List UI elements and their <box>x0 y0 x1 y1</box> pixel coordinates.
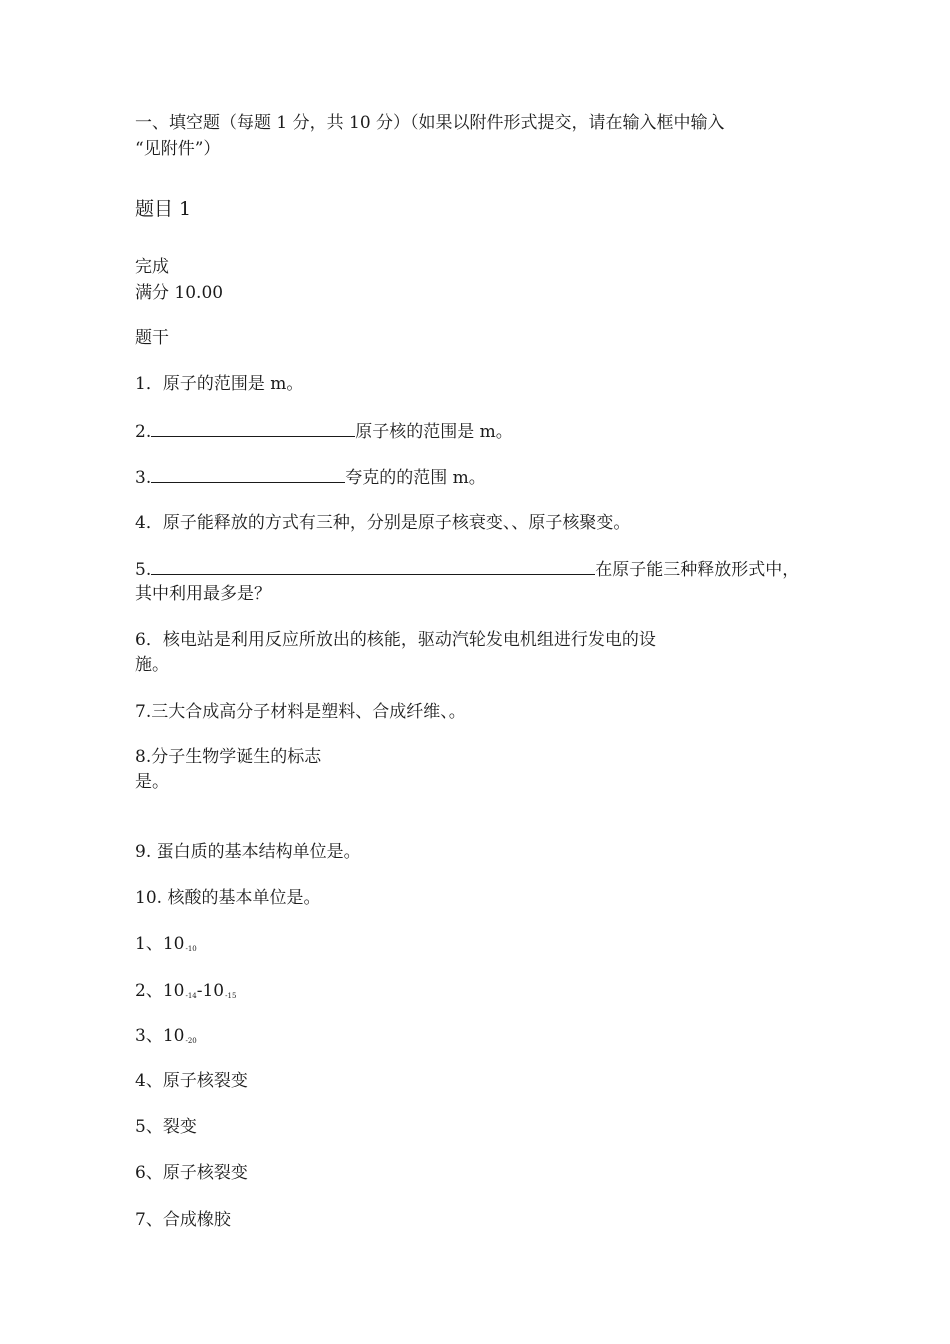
question-status: 完成 <box>135 257 169 277</box>
item-3 <box>135 465 486 490</box>
answer-3-base: 3、10 <box>135 1026 185 1046</box>
answer-2-exponent-2: -15 <box>225 992 237 1000</box>
item-8-line2: 是。 <box>135 772 169 792</box>
answer-4: 4、原子核裂变 <box>135 1071 248 1091</box>
item-8-line1: 8.分子生物学诞生的标志 <box>135 747 322 767</box>
question-label: 题目 1 <box>135 198 192 220</box>
item-10: 10. 核酸的基本单位是。 <box>135 888 321 908</box>
item-2-suffix: 原子核的范围是 m。 <box>355 422 513 442</box>
item-4: 4．原子能释放的方式有三种，分别是原子核衰变、、原子核聚变。 <box>135 513 631 533</box>
answer-6: 6、原子核裂变 <box>135 1163 248 1183</box>
question-score: 满分 10.00 <box>135 283 224 303</box>
item-2 <box>135 419 513 444</box>
answer-2-base: 2、10 <box>135 981 185 1001</box>
stem-label: 题干 <box>135 328 169 348</box>
item-2-prefix: 2. <box>135 422 152 442</box>
section-title-line1: 一、填空题（每题 1 分，共 10 分）（如果以附件形式提交，请在输入框中输入 <box>135 113 725 133</box>
item-6-line1: 6．核电站是利用反应所放出的核能，驱动汽轮发电机组进行发电的设 <box>135 630 656 650</box>
answer-blank <box>151 419 355 437</box>
item-6-line2: 施。 <box>135 655 169 675</box>
item-3-suffix: 夸克的的范围 m。 <box>345 468 486 488</box>
item-5 <box>135 557 799 582</box>
item-7: 7.三大合成高分子材料是塑料、合成纤维、。 <box>135 702 466 722</box>
answer-1-base: 1、10 <box>135 934 185 954</box>
answer-2-mid: -10 <box>196 981 225 1001</box>
item-5-suffix: 在原子能三种释放形式中， <box>595 560 800 580</box>
answer-1-exponent: -10 <box>185 945 197 953</box>
answer-1 <box>135 932 197 961</box>
answer-3 <box>135 1024 197 1053</box>
answer-5: 5、裂变 <box>135 1117 197 1137</box>
answer-2-exponent-1: -14 <box>185 992 197 1000</box>
answer-2 <box>135 979 236 1008</box>
answer-7: 7、合成橡胶 <box>135 1210 231 1230</box>
answer-3-exponent: -20 <box>185 1037 197 1045</box>
item-9: 9. 蛋白质的基本结构单位是。 <box>135 842 361 862</box>
item-3-prefix: 3. <box>135 468 152 488</box>
answer-blank <box>151 465 345 483</box>
item-5-line2: 其中利用最多是？ <box>135 584 271 604</box>
answer-blank <box>151 557 595 575</box>
item-1: 1．原子的范围是 m。 <box>135 374 304 394</box>
item-5-prefix: 5. <box>135 560 152 580</box>
section-title-line2: “见附件”） <box>135 139 221 159</box>
